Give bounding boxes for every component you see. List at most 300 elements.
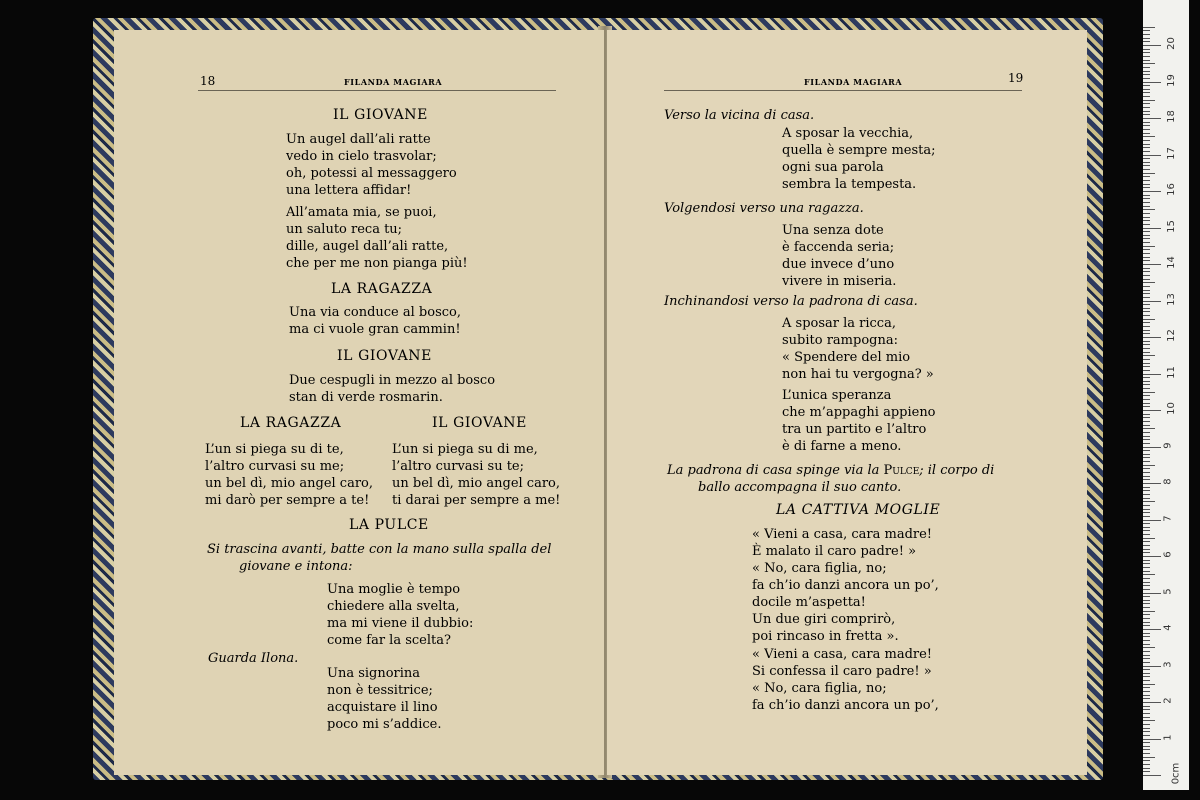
ruler-tick	[1143, 647, 1155, 648]
ruler-tick	[1143, 516, 1150, 517]
ruler-tick	[1143, 574, 1155, 575]
ruler-tick	[1143, 384, 1150, 385]
ruler-tick	[1143, 52, 1150, 53]
stage-direction: Volgendosi verso una ragazza.	[664, 201, 864, 216]
ruler-tick	[1143, 184, 1150, 185]
ruler-tick	[1143, 468, 1150, 469]
ruler-tick	[1143, 490, 1150, 491]
verse-line: Una via conduce al bosco,	[289, 305, 461, 320]
ruler-label: 5	[1162, 587, 1174, 595]
ruler-tick	[1143, 753, 1150, 754]
ruler-tick	[1143, 38, 1150, 39]
ruler-tick	[1143, 308, 1150, 309]
ruler-label: 20	[1165, 37, 1177, 50]
ruler-tick	[1143, 487, 1150, 488]
ruler-tick	[1143, 304, 1150, 305]
ruler-tick	[1143, 655, 1150, 656]
ruler-tick	[1143, 286, 1150, 287]
ruler-tick	[1143, 228, 1161, 229]
ruler-tick	[1143, 775, 1161, 776]
verse-line: Si confessa il caro padre! »	[752, 664, 932, 679]
verse-line: dille, augel dall’ali ratte,	[286, 239, 449, 254]
verse-line: Un due giri comprirò,	[752, 612, 896, 627]
ruler-tick	[1143, 509, 1150, 510]
ruler-tick	[1143, 319, 1155, 320]
ruler-tick	[1143, 629, 1161, 630]
ruler-tick	[1143, 545, 1150, 546]
ruler-tick	[1143, 676, 1150, 677]
ruler-tick	[1143, 724, 1150, 725]
left-page-header	[198, 74, 556, 91]
ruler-label: 12	[1165, 329, 1177, 342]
ruler-tick	[1143, 122, 1150, 123]
ruler-tick	[1143, 691, 1150, 692]
ruler-tick	[1143, 85, 1150, 86]
verse-line: « Vieni a casa, cara madre!	[752, 647, 933, 662]
ruler-tick	[1143, 582, 1150, 583]
stage-direction: Si trascina avanti, batte con la mano sulla spalla del	[207, 542, 552, 557]
verse-line: ti darai per sempre a me!	[392, 493, 561, 508]
ruler-tick	[1143, 534, 1150, 535]
page-number: 19	[1008, 71, 1024, 85]
speaker-heading: IL GIOVANE	[432, 415, 527, 431]
ruler-tick	[1143, 749, 1150, 750]
ruler-label: 14	[1165, 256, 1177, 269]
ruler-tick	[1143, 202, 1150, 203]
ruler-tick	[1143, 173, 1155, 174]
ruler-label: 19	[1165, 73, 1177, 87]
verse-line: che m’appaghi appieno	[782, 405, 936, 420]
ruler-tick	[1143, 680, 1150, 681]
ruler-tick	[1143, 103, 1150, 104]
ruler-tick	[1143, 450, 1150, 451]
ruler-label: 11	[1165, 365, 1177, 379]
verse-line: A sposar la ricca,	[782, 316, 896, 331]
ruler-tick	[1143, 717, 1150, 718]
ruler-tick	[1143, 651, 1150, 652]
ruler-tick	[1143, 275, 1150, 276]
ruler-tick	[1143, 257, 1150, 258]
stage-direction: ballo accompagna il suo canto.	[698, 480, 902, 495]
ruler-tick	[1143, 669, 1150, 670]
ruler-tick	[1143, 556, 1161, 557]
ruler-tick	[1143, 432, 1150, 433]
ruler-tick	[1143, 111, 1150, 112]
verse-line: « Vieni a casa, cara madre!	[752, 527, 933, 542]
verse-line: L’un si piega su di me,	[392, 442, 538, 457]
ruler-tick	[1143, 563, 1150, 564]
verse-line: L’unica speranza	[782, 388, 892, 403]
ruler-tick	[1143, 260, 1150, 261]
ruler-tick	[1143, 633, 1150, 634]
ruler-tick	[1143, 589, 1150, 590]
stage-direction: Guarda Ilona.	[208, 651, 299, 666]
verse-line: chiedere alla svelta,	[327, 599, 460, 614]
ruler-tick	[1143, 71, 1150, 72]
ruler-tick	[1143, 144, 1150, 145]
ruler-label: 6	[1162, 551, 1174, 558]
ruler-tick	[1143, 392, 1155, 393]
ruler-tick	[1143, 465, 1155, 466]
ruler-tick	[1143, 728, 1150, 729]
ruler-tick	[1143, 742, 1150, 743]
ruler-tick	[1143, 235, 1150, 236]
ruler-tick	[1143, 89, 1150, 90]
ruler-tick	[1143, 315, 1150, 316]
verse-line: All’amata mia, se puoi,	[286, 205, 437, 220]
ruler-tick	[1143, 333, 1150, 334]
ruler-tick	[1143, 636, 1150, 637]
verse-line: è di farne a meno.	[782, 439, 902, 454]
verse-line: poco mi s’addice.	[327, 717, 442, 732]
ruler-tick	[1143, 377, 1150, 378]
verse-line: stan di verde rosmarin.	[289, 390, 443, 405]
ruler-tick	[1143, 757, 1155, 758]
ruler-tick	[1143, 541, 1150, 542]
ruler-tick	[1143, 78, 1150, 79]
running-head: FILANDA MAGIARA	[804, 77, 903, 87]
ruler-label: 4	[1162, 624, 1174, 631]
ruler-tick	[1143, 673, 1150, 674]
ruler-tick	[1143, 622, 1150, 623]
ruler-tick	[1143, 614, 1150, 615]
ruler-tick	[1143, 538, 1155, 539]
ruler-tick	[1143, 461, 1150, 462]
ruler-tick	[1143, 406, 1150, 407]
ruler-tick	[1143, 512, 1150, 513]
verse-line: È malato il caro padre! »	[752, 544, 917, 559]
verse-line: Due cespugli in mezzo al bosco	[289, 373, 496, 388]
ruler-tick	[1143, 421, 1150, 422]
ruler-tick	[1143, 290, 1150, 291]
ruler-tick	[1143, 49, 1150, 50]
ruler-tick	[1143, 209, 1155, 210]
ruler-tick	[1143, 238, 1150, 239]
ruler-tick	[1143, 253, 1150, 254]
ruler-label: 0cm	[1170, 762, 1182, 785]
ruler-tick	[1143, 498, 1150, 499]
ruler-tick	[1143, 27, 1155, 28]
ruler-tick	[1143, 567, 1150, 568]
stage-direction: giovane e intona:	[239, 559, 353, 574]
ruler-tick	[1143, 187, 1150, 188]
ruler-tick	[1143, 578, 1150, 579]
ruler-tick	[1143, 206, 1150, 207]
verse-line: poi rincaso in fretta ».	[752, 629, 899, 644]
ruler-tick	[1143, 684, 1155, 685]
ruler-label: 9	[1162, 441, 1174, 449]
ruler-tick	[1143, 162, 1150, 163]
verse-line: « Spendere del mio	[782, 350, 911, 365]
ruler-tick	[1143, 709, 1150, 710]
ruler-tick	[1143, 242, 1150, 243]
ruler-label: 7	[1162, 514, 1174, 522]
verse-line: non è tessitrice;	[327, 683, 433, 698]
ruler-tick	[1143, 414, 1150, 415]
ruler-tick	[1143, 41, 1150, 42]
ruler-tick	[1143, 348, 1150, 349]
ruler-tick	[1143, 600, 1150, 601]
ruler-tick	[1143, 374, 1161, 375]
ruler-tick	[1143, 702, 1161, 703]
ruler-tick	[1143, 169, 1150, 170]
ruler-tick	[1143, 297, 1150, 298]
ruler-tick	[1143, 125, 1150, 126]
ruler-tick	[1143, 410, 1161, 411]
ruler-tick	[1143, 436, 1150, 437]
stage-direction: Verso la vicina di casa.	[664, 108, 815, 123]
ruler-tick	[1143, 662, 1150, 663]
ruler-tick	[1143, 326, 1150, 327]
ruler-tick	[1143, 341, 1150, 342]
ruler-tick	[1143, 118, 1161, 119]
verse-line: vedo in cielo trasvolar;	[286, 149, 437, 164]
ruler-tick	[1143, 129, 1150, 130]
ruler-tick	[1143, 483, 1161, 484]
ruler-tick	[1143, 279, 1150, 280]
ruler-tick	[1143, 593, 1161, 594]
verse-line: subito rampogna:	[782, 333, 898, 348]
ruler-tick	[1143, 198, 1150, 199]
ruler-tick	[1143, 165, 1150, 166]
ruler-tick	[1143, 158, 1150, 159]
ruler-tick	[1143, 768, 1150, 769]
ruler-tick	[1143, 760, 1150, 761]
ruler-tick	[1143, 301, 1161, 302]
ruler-label: 13	[1165, 292, 1177, 306]
ruler-tick	[1143, 246, 1155, 247]
ruler-label: 18	[1165, 110, 1177, 123]
ruler-tick	[1143, 370, 1150, 371]
verse-line: come far la scelta?	[327, 633, 451, 648]
ruler-tick	[1143, 224, 1150, 225]
ruler-tick	[1143, 114, 1150, 115]
ruler-tick	[1143, 381, 1150, 382]
ruler-tick	[1143, 618, 1150, 619]
ruler-tick	[1143, 764, 1150, 765]
ruler-tick	[1143, 107, 1150, 108]
ruler-tick	[1143, 311, 1150, 312]
verse-line: Una signorina	[327, 666, 421, 681]
ruler-tick	[1143, 63, 1155, 64]
verse-line: fa ch’io danzi ancora un po’,	[752, 698, 939, 713]
verse-line: mi darò per sempre a te!	[205, 493, 370, 508]
verse-line: Una moglie è tempo	[327, 582, 461, 597]
ruler-label: 10	[1165, 402, 1177, 415]
verse-line: A sposar la vecchia,	[782, 126, 914, 141]
ruler-tick	[1143, 268, 1150, 269]
ruler-tick	[1143, 527, 1150, 528]
ruler-tick	[1143, 34, 1150, 35]
ruler-tick	[1143, 176, 1150, 177]
ruler-tick	[1143, 479, 1150, 480]
running-head: FILANDA MAGIARA	[344, 77, 443, 87]
ruler-tick	[1143, 417, 1150, 418]
ruler-tick	[1143, 60, 1150, 61]
ruler-tick	[1143, 322, 1150, 323]
verse-line: docile m’aspetta!	[752, 595, 866, 610]
ruler-tick	[1143, 457, 1150, 458]
verse-line: ma mi viene il dubbio:	[327, 616, 474, 631]
song-title: LA CATTIVA MOGLIE	[776, 502, 941, 518]
verse-line: una lettera affidar!	[286, 183, 412, 198]
speaker-heading: IL GIOVANE	[333, 107, 428, 123]
ruler-tick	[1143, 151, 1150, 152]
ruler-label: 8	[1162, 478, 1174, 485]
ruler-tick	[1143, 92, 1150, 93]
ruler-tick	[1143, 30, 1150, 31]
ruler-tick	[1143, 552, 1150, 553]
ruler-tick	[1143, 746, 1150, 747]
ruler-tick	[1143, 644, 1150, 645]
verse-line: è faccenda seria;	[782, 240, 895, 255]
ruler-tick	[1143, 195, 1150, 196]
ruler-tick	[1143, 96, 1150, 97]
ruler-label: 16	[1165, 183, 1177, 196]
verse-line: un bel dì, mio angel caro,	[205, 476, 374, 491]
ruler-tick	[1143, 687, 1150, 688]
ruler-tick	[1143, 476, 1150, 477]
verse-line: sembra la tempesta.	[782, 177, 917, 192]
verse-line: « No, cara figlia, no;	[752, 561, 887, 576]
right-page-header	[664, 71, 1024, 91]
ruler-tick	[1143, 735, 1150, 736]
ruler-tick	[1143, 355, 1155, 356]
ruler-tick	[1143, 472, 1150, 473]
ruler-tick	[1143, 282, 1155, 283]
ruler-tick	[1143, 180, 1150, 181]
verse-line: fa ch’io danzi ancora un po’,	[752, 578, 939, 593]
ruler-label: 15	[1165, 219, 1177, 233]
ruler-tick	[1143, 147, 1150, 148]
ruler-tick	[1143, 640, 1150, 641]
ruler-tick	[1143, 293, 1150, 294]
verse-line: ogni sua parola	[782, 160, 884, 175]
verse-line: l’altro curvasi su me;	[205, 459, 345, 474]
ruler-tick	[1143, 501, 1155, 502]
ruler-tick	[1143, 337, 1161, 338]
ruler-tick	[1143, 56, 1150, 57]
ruler-tick	[1143, 520, 1161, 521]
ruler-tick	[1143, 220, 1150, 221]
speaker-heading: IL GIOVANE	[337, 348, 432, 364]
speaker-heading: LA RAGAZZA	[331, 281, 433, 297]
ruler-tick	[1143, 731, 1150, 732]
ruler-tick	[1143, 45, 1161, 46]
ruler-label: 3	[1162, 660, 1174, 668]
ruler-tick	[1143, 74, 1150, 75]
page-number: 18	[200, 74, 216, 88]
ruler-tick	[1143, 571, 1150, 572]
stage-direction: La padrona di casa spinge via la Pulce; il corpo di	[667, 463, 995, 478]
verse-line: acquistare il lino	[327, 700, 438, 715]
stage-direction: Inchinandosi verso la padrona di casa.	[664, 294, 918, 309]
ruler-tick	[1143, 713, 1150, 714]
ruler-tick	[1143, 363, 1150, 364]
ruler-tick	[1143, 625, 1150, 626]
ruler-tick	[1143, 136, 1155, 137]
verse-line: ma ci vuole gran cammin!	[289, 322, 461, 337]
ruler-tick	[1143, 439, 1150, 440]
ruler-tick	[1143, 658, 1150, 659]
ruler-tick	[1143, 100, 1155, 101]
ruler-tick	[1143, 706, 1150, 707]
verse-line: oh, potessi al messaggero	[286, 166, 457, 181]
ruler-tick	[1143, 611, 1155, 612]
ruler-tick	[1143, 155, 1161, 156]
ruler-tick	[1143, 596, 1150, 597]
ruler-tick	[1143, 231, 1150, 232]
ruler-tick	[1143, 366, 1150, 367]
ruler-tick	[1143, 271, 1150, 272]
ruler-tick	[1143, 249, 1150, 250]
ruler-tick	[1143, 388, 1150, 389]
ruler-tick	[1143, 698, 1150, 699]
verse-line: quella è sempre mesta;	[782, 143, 936, 158]
ruler-tick	[1143, 505, 1150, 506]
ruler-tick	[1143, 395, 1150, 396]
ruler-tick	[1143, 330, 1150, 331]
ruler-tick	[1143, 191, 1161, 192]
verse-line: un bel dì, mio angel caro,	[392, 476, 561, 491]
ruler-tick	[1143, 585, 1150, 586]
verse-line: non hai tu vergogna? »	[782, 367, 934, 382]
ruler-tick	[1143, 695, 1150, 696]
ruler-tick	[1143, 666, 1161, 667]
speaker-heading: LA PULCE	[349, 517, 429, 533]
ruler-label: 2	[1162, 697, 1174, 704]
ruler-tick	[1143, 82, 1161, 83]
ruler-tick	[1143, 603, 1150, 604]
ruler-label: 1	[1162, 733, 1174, 741]
verse-line: un saluto reca tu;	[286, 222, 403, 237]
ruler-tick	[1143, 443, 1150, 444]
verse-line: L’un si piega su di te,	[205, 442, 344, 457]
ruler-tick	[1143, 217, 1150, 218]
ruler-tick	[1143, 352, 1150, 353]
ruler-tick	[1143, 399, 1150, 400]
verse-line: « No, cara figlia, no;	[752, 681, 887, 696]
ruler-tick	[1143, 264, 1161, 265]
verse-line: tra un partito e l’altro	[782, 422, 927, 437]
verse-line: l’altro curvasi su te;	[392, 459, 524, 474]
verse-line: Una senza dote	[782, 223, 884, 238]
ruler-tick	[1143, 530, 1150, 531]
ruler-tick	[1143, 140, 1150, 141]
speaker-heading: LA RAGAZZA	[240, 415, 342, 431]
ruler-tick	[1143, 523, 1150, 524]
ruler-tick	[1143, 720, 1155, 721]
ruler-tick	[1143, 403, 1150, 404]
ruler-tick	[1143, 359, 1150, 360]
verse-line: vivere in miseria.	[782, 274, 897, 289]
ruler-label: 17	[1165, 146, 1177, 160]
verse-line: due invece d’uno	[782, 257, 895, 272]
ruler-tick	[1143, 454, 1150, 455]
ruler-tick	[1143, 560, 1150, 561]
ruler-tick	[1143, 133, 1150, 134]
ruler-tick	[1143, 344, 1150, 345]
verse-line: che per me non pianga più!	[286, 256, 468, 271]
ruler-tick	[1143, 425, 1150, 426]
ruler-tick	[1143, 607, 1150, 608]
ruler-tick	[1143, 549, 1150, 550]
verse-line: Un augel dall’ali ratte	[286, 132, 431, 147]
measuring-ruler	[1143, 0, 1189, 790]
ruler-tick	[1143, 494, 1150, 495]
ruler-tick	[1143, 428, 1155, 429]
ruler-tick	[1143, 771, 1150, 772]
